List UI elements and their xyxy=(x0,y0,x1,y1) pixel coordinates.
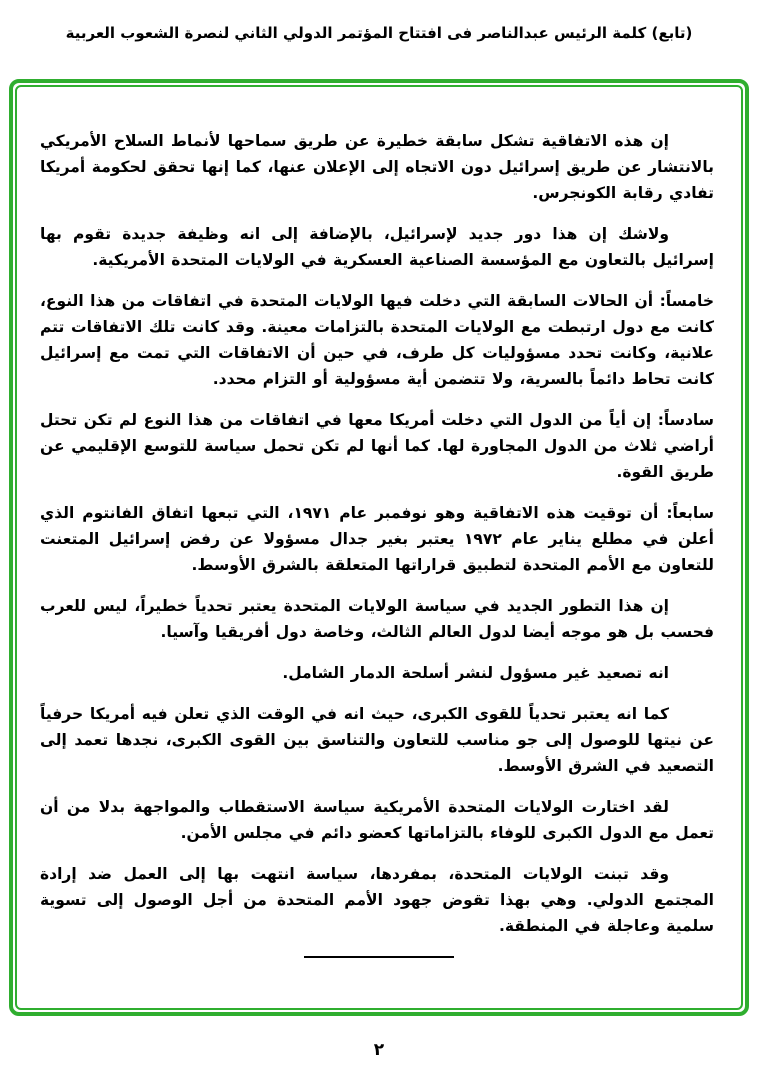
paragraph: سابعاً: أن توقيت هذه الاتفاقية وهو نوفمبر عام ١٩٧١، التي تبعها اتفاق الفانتوم الذي أعلن في مطلع يناير عام ١٩٧٢ يعتبر بغير جدال مسؤولا عن رفض إسرائيل المتعنت للتعاون مع الأمم المتحدة لتطبيق قراراتها المتعلقة بالشرق الأوسط. xyxy=(40,504,714,574)
paragraph: ولاشك إن هذا دور جديد لإسرائيل، بالإضافة إلى انه وظيفة جديدة تقوم بها إسرائيل بالتعاون مع المؤسسة الصناعية العسكرية في الولايات المتحدة الأمريكية. xyxy=(40,225,714,269)
body-paragraphs xyxy=(40,128,714,954)
paragraph: خامساً: أن الحالات السابقة التي دخلت فيها الولايات المتحدة في اتفاقات من هذا النوع، كانت مع دول ارتبطت مع الولايات المتحدة بالتزامات معينة. وقد كانت تلك الاتفاقات تتم علانية، وكانت تحدد مسؤوليات كل طرف، في حين أن الاتفاقات التي تمت مع إسرائيل كانت تحاط دائماً بالسرية، ولا تتضمن أية مسؤولية أو التزام محدد. xyxy=(40,292,714,388)
paragraph: كما انه يعتبر تحدياً للقوى الكبرى، حيث انه في الوقت الذي تعلن فيه أمريكا حرفياً عن نيتها للوصول إلى جو مناسب للتعاون والتناسق بين القوى الكبرى، نجدها تعمد إلى التصعيد في الشرق الأوسط. xyxy=(40,705,714,775)
paragraph: انه تصعيد غير مسؤول لنشر أسلحة الدمار الشامل. xyxy=(282,664,669,682)
paragraph: إن هذه الاتفاقية تشكل سابقة خطيرة عن طريق سماحها لأنماط السلاح الأمريكي بالانتشار عن طريق إسرائيل دون الاتجاه إلى الإعلان عنها، كما إنها تحقق لحكومة أمريكا تفادي رقابة الكونجرس. xyxy=(40,132,714,202)
page-header-title: (تابع) كلمة الرئيس عبدالناصر فى افتتاح المؤتمر الدولي الثاني لنصرة الشعوب العربية xyxy=(65,24,693,42)
paragraph: وقد تبنت الولايات المتحدة، بمفردها، سياسة انتهت بها إلى العمل ضد إرادة المجتمع الدولي. وهي بهذا تقوض جهود الأمم المتحدة من أجل الوصول إلى تسوية سلمية وعاجلة في المنطقة. xyxy=(40,865,714,935)
paragraph: إن هذا التطور الجديد في سياسة الولايات المتحدة يعتبر تحدياً خطيراً، ليس للعرب فحسب بل هو موجه أيضا لدول العالم الثالث، وخاصة دول أفريقيا وآسيا. xyxy=(40,597,714,641)
section-divider-line xyxy=(304,956,454,958)
paragraph: سادساً: إن أياً من الدول التي دخلت أمريكا معها في اتفاقات من هذا النوع لم تكن تحتل أراضي ثلاث من الدول المجاورة لها. كما أنها لم تكن تحمل سياسة للتوسع الإقليمي عن طريق القوة. xyxy=(40,411,714,481)
paragraph: لقد اختارت الولايات المتحدة الأمريكية سياسة الاستقطاب والمواجهة بدلا من أن تعمل مع الدول الكبرى للوفاء بالتزاماتها كعضو دائم في مجلس الأمن. xyxy=(40,798,714,842)
page-number: ٢ xyxy=(373,1040,385,1060)
